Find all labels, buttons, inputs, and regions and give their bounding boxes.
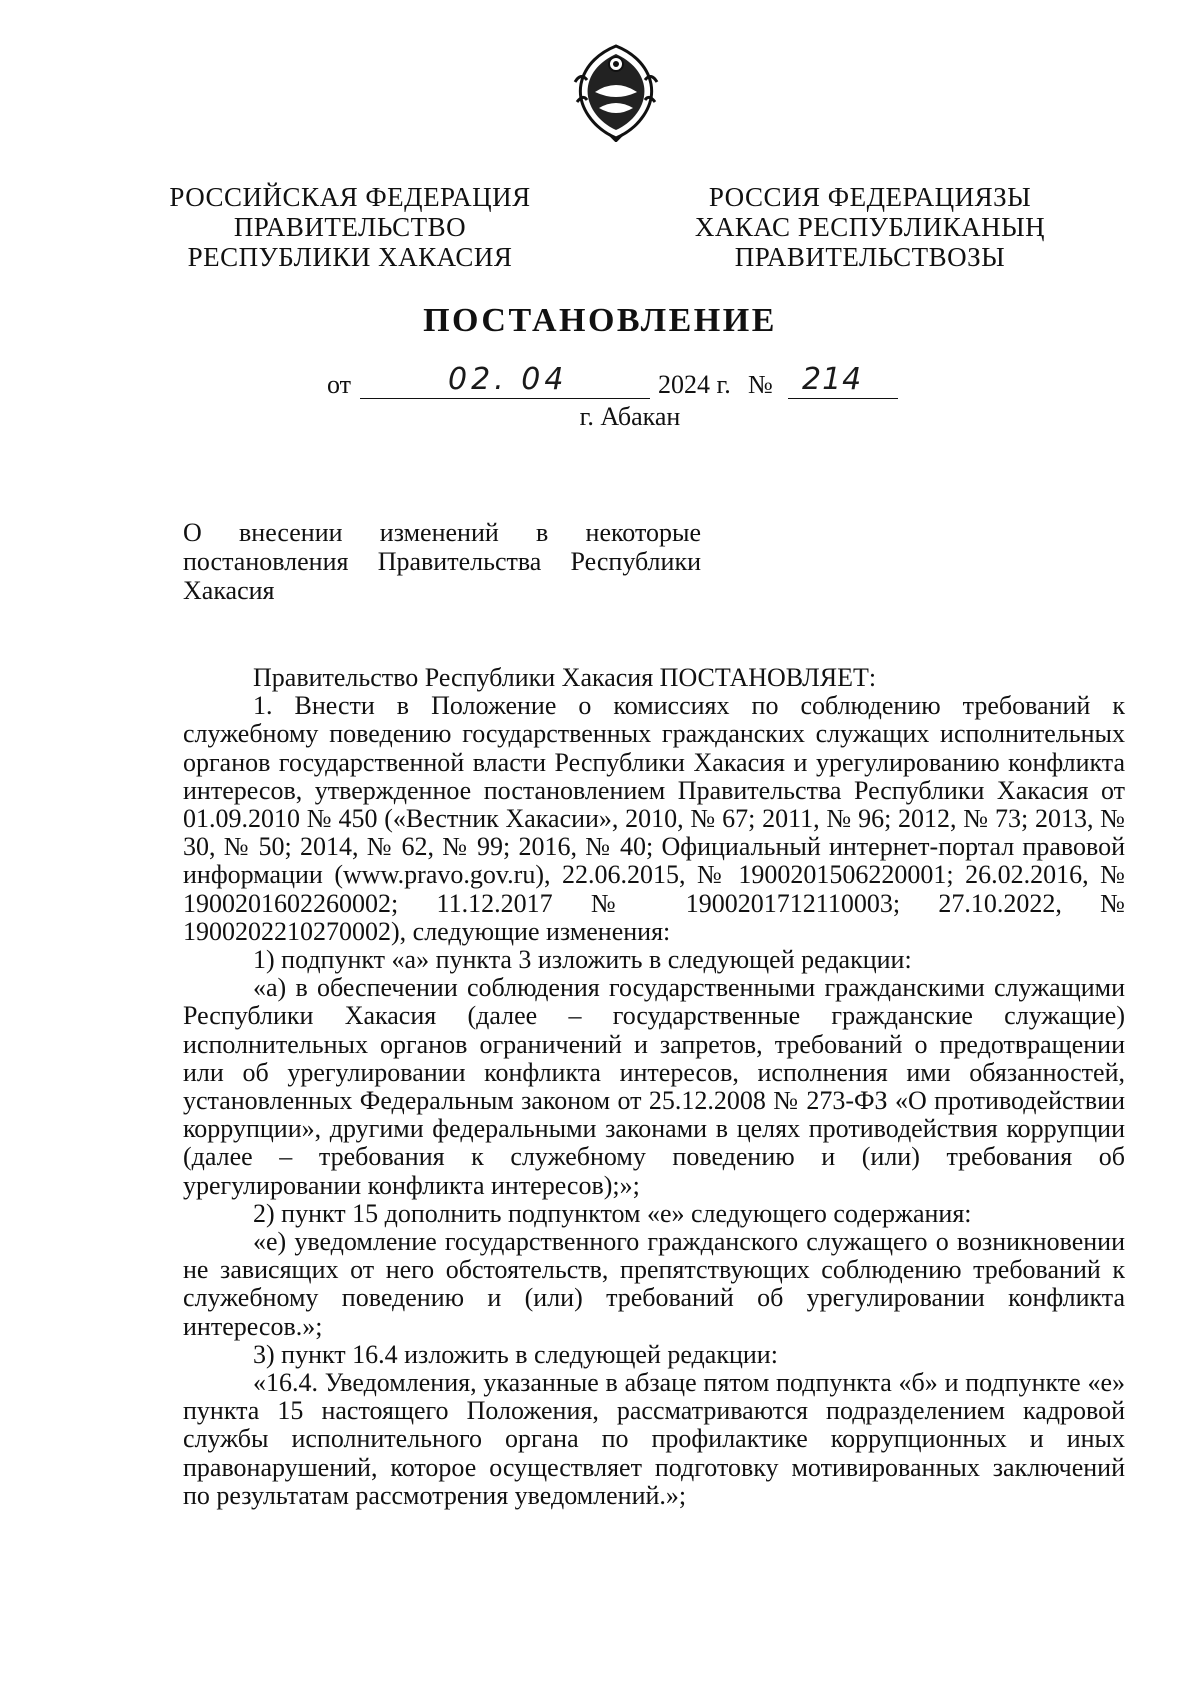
body-paragraph: Правительство Республики Хакасия ПОСТАНОВЛЯЕТ:: [253, 663, 877, 692]
handwritten-date: 02. 04: [448, 362, 568, 397]
body-paragraph: «а) в обеспечении соблюдения государственными гражданскими служащими Республики Хакасия (далее – государственные гражданские служащие) исполнительных органов ограничений и запретов, требований о предотвращении или об урегулировании конфликта интересов, исполнения ими обязанностей, установленных Федеральным законом от 25.12.2008 № 273-ФЗ «О противодействии коррупции», другими федеральными законами в целях противодействия коррупции (далее – требования к служебному поведению и (или) требования об урегулировании конфликта интересов);»;: [183, 973, 1125, 1200]
body-paragraph: 2) пункт 15 дополнить подпунктом «е» следующего содержания:: [253, 1198, 972, 1228]
header-right-line: ПРАВИТЕЛЬСТВОЗЫ: [734, 242, 1006, 272]
header-left-line: РЕСПУБЛИКИ ХАКАСИЯ: [187, 242, 513, 272]
header-left-block: [150, 182, 550, 272]
body-paragraph: 3) пункт 16.4 изложить в следующей редакции:: [253, 1339, 778, 1369]
header-left-line: ПРАВИТЕЛЬСТВО: [233, 212, 467, 242]
coat-of-arms-icon: [571, 42, 661, 142]
document-title: ПОСТАНОВЛЕНИЕ: [423, 302, 777, 339]
header-right-line: РОССИЯ ФЕДЕРАЦИЯЗЫ: [708, 182, 1032, 212]
date-prefix: от: [327, 370, 352, 399]
year-label: 2024 г.: [658, 370, 731, 399]
body-paragraph: 1. Внести в Положение о комиссиях по соблюдению требований к служебному поведению государственных гражданских служащих исполнительных органов государственной власти Республики Хакасия и урегулированию конфликта интересов, утвержденное постановлением Правительства Республики Хакасия от 01.09.2010 № 450 («Вестник Хакасии», 2010, № 67; 2011, № 96; 2012, № 73; 2013, № 30, № 50; 2014, № 62, № 99; 2016, № 40; Официальный интернет-портал правовой информации (www.pravo.gov.ru), 22.06.2015, № 1900201506220001; 26.02.2016, № 1900201602260002; 11.12.2017 № 1900201712110003; 27.10.2022, № 1900202210270002), следующие изменения:: [183, 691, 1125, 946]
number-field: [788, 362, 898, 399]
body-paragraph: «16.4. Уведомления, указанные в абзаце пятом подпункта «б» и подпункте «е» пункта 15 настоящего Положения, рассматриваются подразделением кадровой службы исполнительного органа по профилактике коррупционных и иных правонарушений, которое осуществляет подготовку мотивированных заключений по результатам рассмотрения уведомлений.»;: [183, 1368, 1125, 1510]
header-right-line: ХАКАС РЕСПУБЛИКАНЫҢ: [694, 212, 1046, 242]
subject-line: О внесении изменений в некоторые: [183, 518, 701, 547]
body-paragraph: «е) уведомление государственного гражданского служащего о возникновении не зависящих от него обстоятельств, препятствующих соблюдению требований к служебному поведению и (или) требований об урегулировании конфликта интересов.»;: [183, 1227, 1125, 1341]
number-sign: №: [748, 370, 773, 399]
header-right-block: [680, 182, 1060, 272]
body-paragraph: 1) подпункт «а» пункта 3 изложить в следующей редакции:: [253, 945, 912, 975]
subject-line: постановления Правительства Республики: [183, 547, 701, 576]
date-number-line: [300, 362, 920, 402]
document-body: [183, 664, 1125, 1510]
subject-line: Хакасия: [183, 576, 275, 605]
city-label: г. Абакан: [579, 402, 681, 431]
date-field: [360, 362, 650, 399]
handwritten-number: 214: [802, 362, 863, 397]
document-subject: [183, 518, 701, 605]
header-left-line: РОССИЙСКАЯ ФЕДЕРАЦИЯ: [169, 182, 531, 212]
